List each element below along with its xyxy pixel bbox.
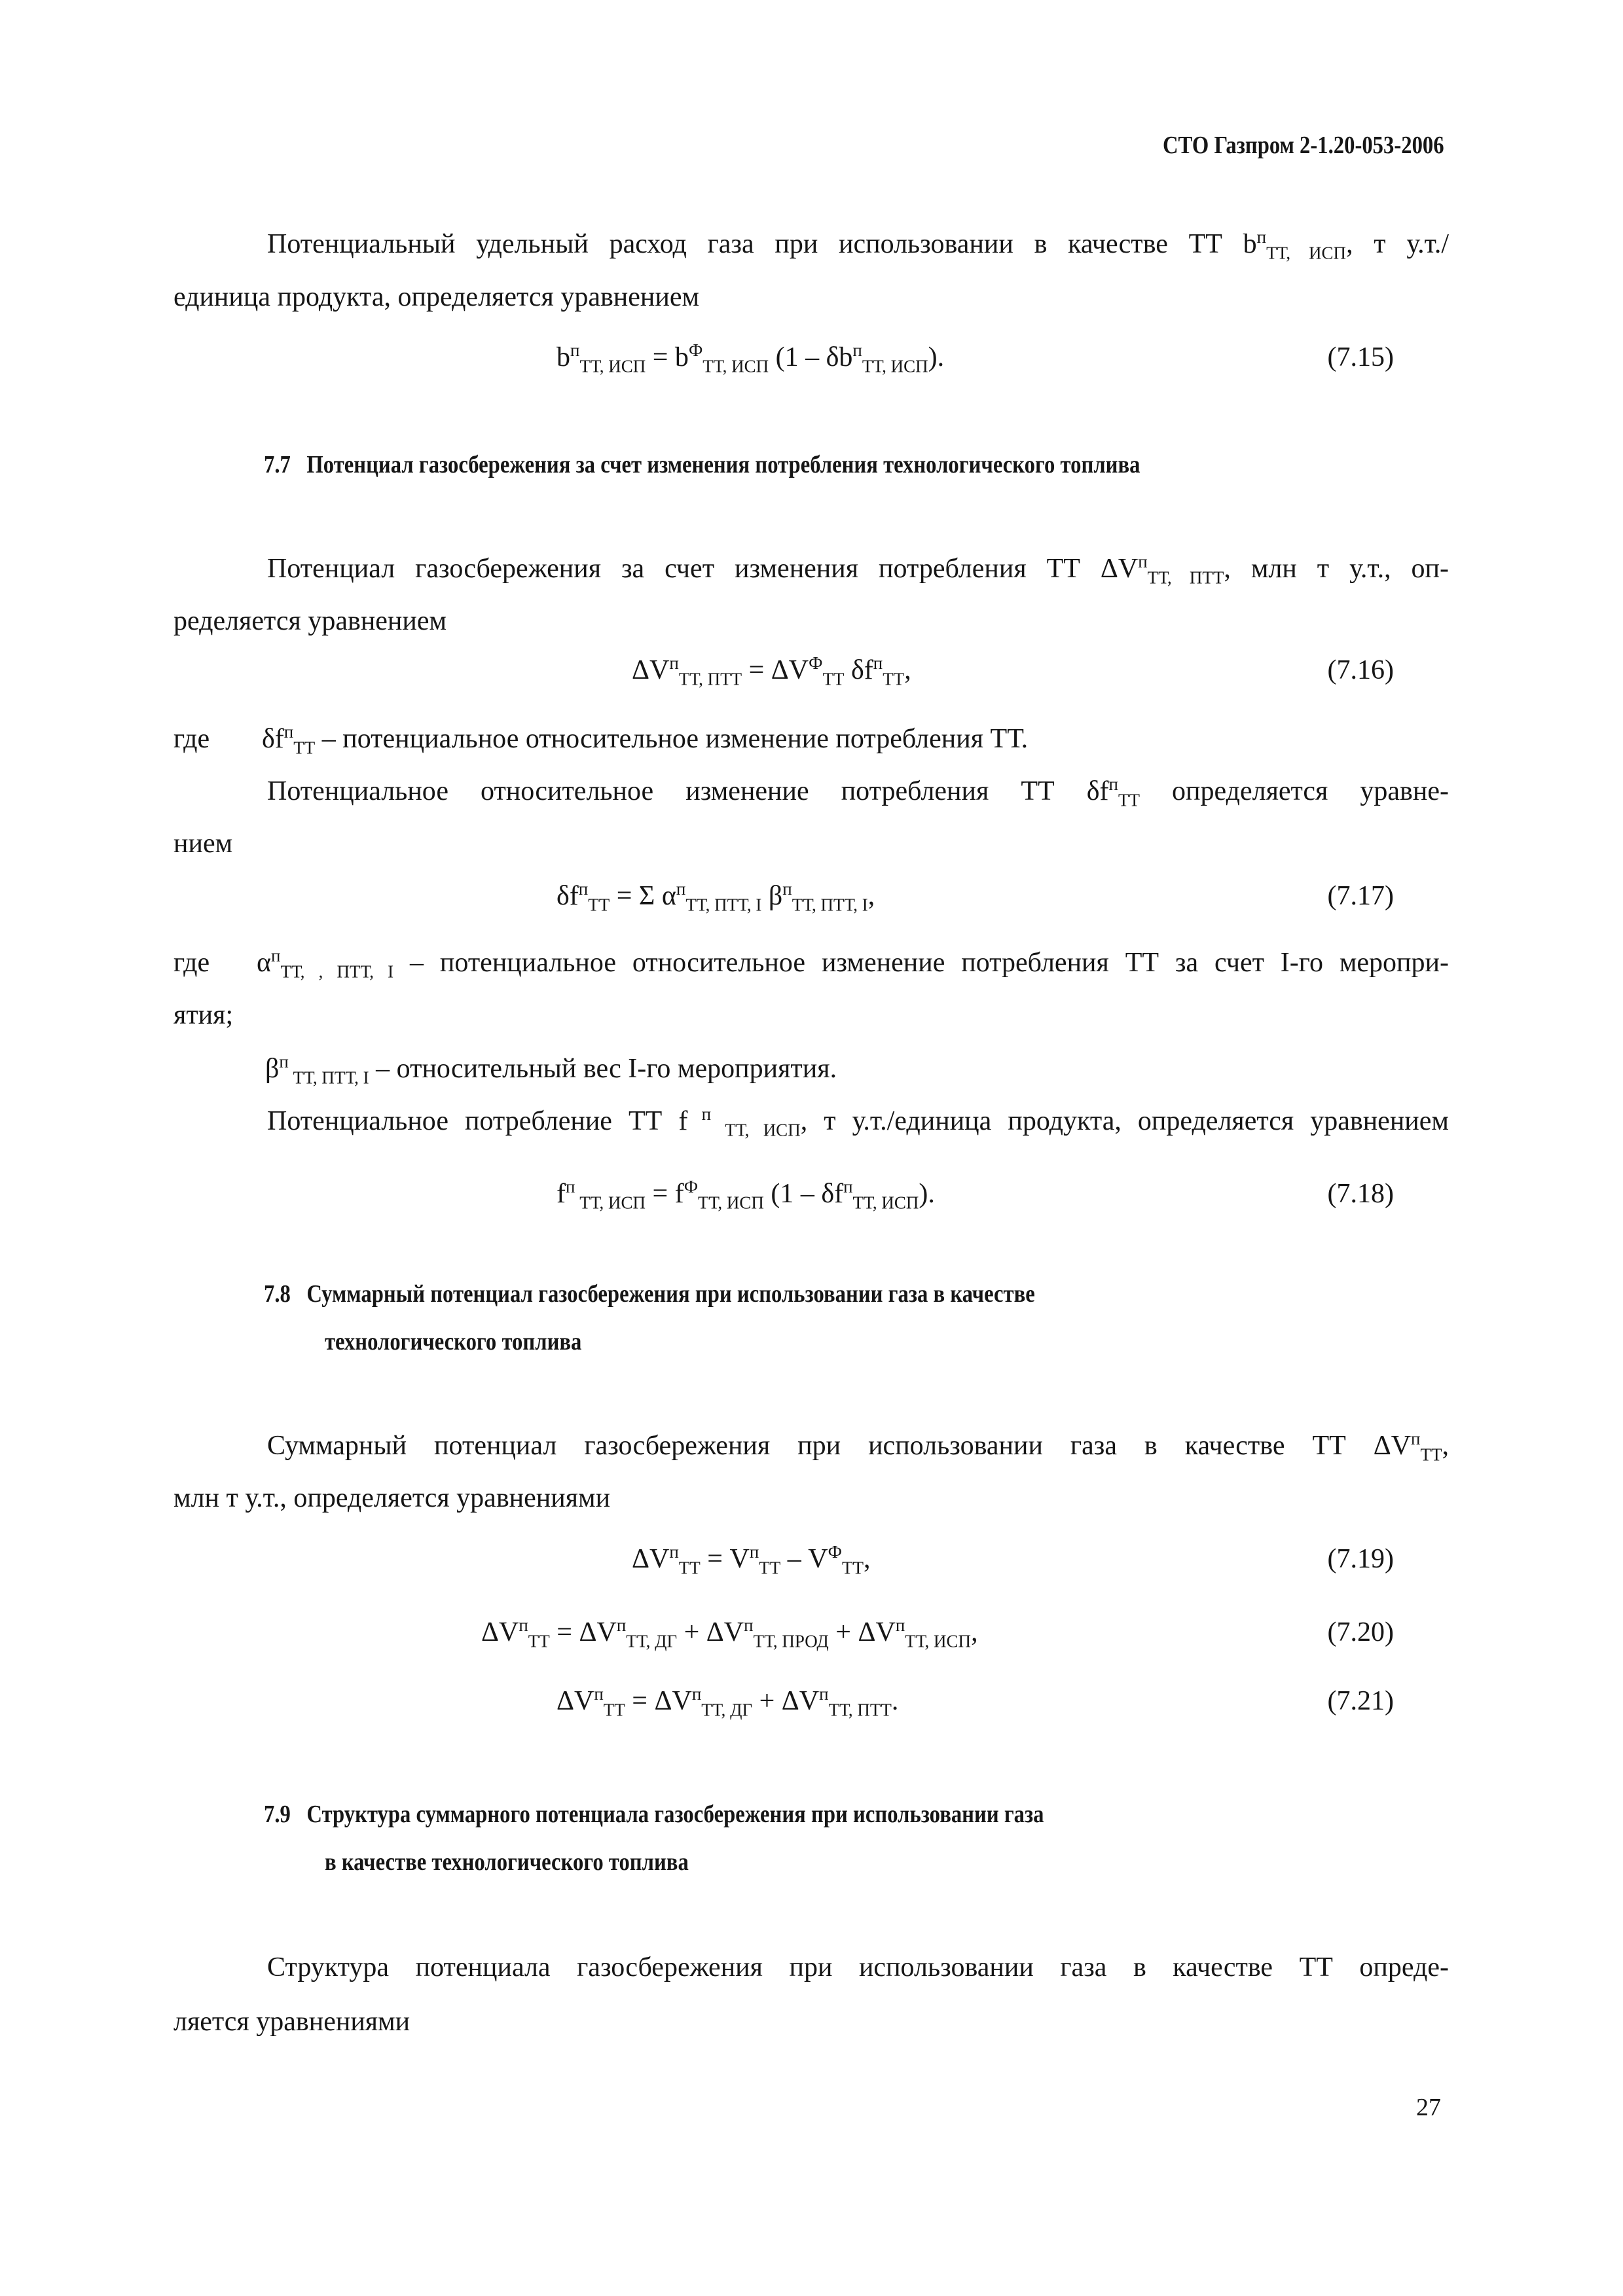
equation-7-15: $b^п_{ТТ, ИСП} = b^Ф_{ТТ, ИСП}$ $(1 - \delta b^п_{ТТ, ИСП})$.	[556, 340, 945, 376]
section-heading-7-7: 7.7 Потенциал газосбережения за счет изменения потребления технологического топлива	[264, 451, 1140, 478]
document-code: СТО Газпром 2-1.20-053-2006	[1163, 132, 1444, 159]
section-heading-7-8: 7.8 Суммарный потенциал газосбережения при использовании газа в качестве	[264, 1280, 1035, 1308]
equation-number: (7.17)	[1327, 881, 1394, 911]
equation-number: (7.18)	[1327, 1179, 1394, 1209]
definition-line: $\beta^п$ $_{ТТ, ПТТ, I}$ – относительный вес I-го мероприятия.	[265, 1052, 837, 1088]
equation-7-16: $\Delta V^п_{ТТ, ПТТ} = \Delta V^Ф_{ТТ}$ $\delta f^п_{ТТ}$,	[632, 653, 911, 689]
equation-7-18: $f^п$ $_{ТТ, ИСП} = f^Ф_{ТТ, ИСП}$ $(1 - \delta f^п_{ТТ, ИСП})$.	[556, 1177, 935, 1213]
definition-line: $\delta f^п_{ТТ}$ – потенциальное относительное изменение потребления ТТ.	[262, 722, 1029, 758]
paragraph-line: Потенциальное относительное изменение потребления ТТ $\delta f^п_{ТТ}$ определяется уравне-	[267, 774, 1449, 810]
equation-7-19: $\Delta V^п_{ТТ} = V^п_{ТТ} - V^Ф_{ТТ}$,	[632, 1542, 871, 1578]
definition-line: $\alpha^п_{ТТ, , ПТТ, I}$ – потенциальное относительное изменение потребления ТТ за счет I-го меропри-	[257, 946, 1449, 982]
paragraph-line: Потенциальный удельный расход газа при использовании в качестве ТТ $b^п_{ТТ, ИСП}$, т у.т./	[267, 227, 1449, 263]
section-heading-7-9-cont: в качестве технологического топлива	[325, 1848, 689, 1876]
paragraph-line: млн т у.т., определяется уравнениями	[173, 1483, 611, 1513]
paragraph-line: единица продукта, определяется уравнением	[173, 282, 700, 312]
paragraph-line: ляется уравнениями	[173, 2007, 410, 2037]
equation-number: (7.21)	[1327, 1686, 1394, 1716]
paragraph-line: ределяется уравнением	[173, 606, 447, 636]
paragraph-line: Потенциальное потребление ТТ f $^п$ $_{ТТ, ИСП}$, т у.т./единица продукта, определяется уравнением	[267, 1104, 1449, 1140]
equation-number: (7.15)	[1327, 342, 1394, 372]
equation-number: (7.16)	[1327, 655, 1394, 685]
equation-7-17: $\delta f^п_{ТТ} = \Sigma$ $\alpha^п_{ТТ, ПТТ, I}$ $\beta^п_{ТТ, ПТТ, I}$,	[556, 879, 875, 915]
where-label: где	[173, 948, 210, 978]
paragraph-line: Структура потенциала газосбережения при использовании газа в качестве ТТ опреде-	[267, 1952, 1449, 1982]
equation-7-20: $\Delta V^п_{ТТ} = \Delta V^п_{ТТ, ДГ} + \Delta V^п_{ТТ, ПРОД} + \Delta V^п_{ТТ, ИСП}$,	[481, 1615, 978, 1651]
section-heading-7-8-cont: технологического топлива	[325, 1328, 582, 1355]
page-number: 27	[1416, 2094, 1441, 2121]
section-heading-7-9: 7.9 Структура суммарного потенциала газосбережения при использовании газа	[264, 1801, 1044, 1828]
paragraph-line: нием	[173, 829, 233, 859]
paragraph-line: Потенциал газосбережения за счет изменения потребления ТТ $\Delta V^п_{ТТ, ПТТ}$, млн т у.т., оп-	[267, 552, 1449, 588]
paragraph-line: Суммарный потенциал газосбережения при использовании газа в качестве ТТ $\Delta V^п_{ТТ}$,	[267, 1429, 1449, 1465]
equation-number: (7.19)	[1327, 1544, 1394, 1574]
equation-7-21: $\Delta V^п_{ТТ} = \Delta V^п_{ТТ, ДГ} + \Delta V^п_{ТТ, ПТТ}$.	[556, 1684, 899, 1720]
definition-line: ятия;	[173, 1000, 234, 1030]
where-label: где	[173, 724, 210, 754]
equation-number: (7.20)	[1327, 1617, 1394, 1647]
